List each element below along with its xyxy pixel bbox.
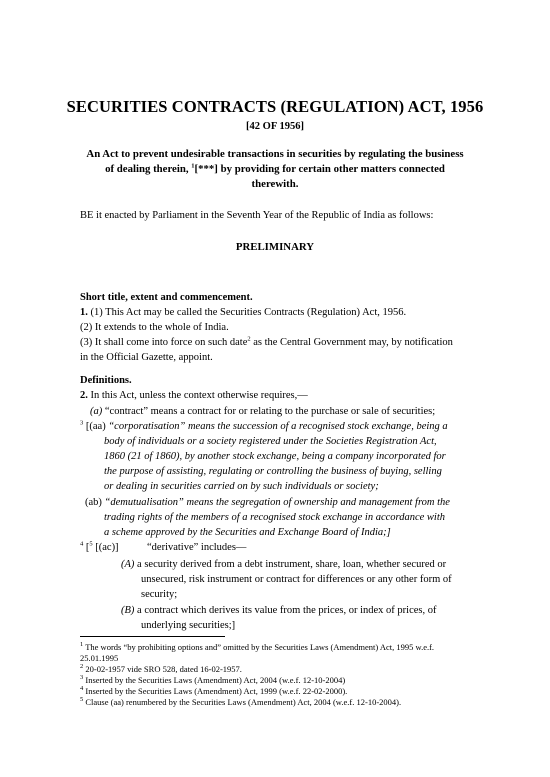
clause-a-label: (a) <box>90 406 103 417</box>
footnote-4-text: Inserted by the Securities Laws (Amendment) Act, 1999 (w.e.f. 22-02-2000). <box>83 686 348 696</box>
section-1-sub-3-cont: in the Official Gazette, appoint. <box>80 352 213 363</box>
act-number: [42 OF 1956] <box>246 121 304 132</box>
footnote-divider <box>80 636 225 637</box>
clause-ac-A-text-1: a security derived from a debt instrument, share, loan, whether secured or <box>134 559 447 570</box>
preamble-line-3: therewith. <box>251 178 299 190</box>
clause-ab-line-2: trading rights of the members of a recognised stock exchange in accordance with <box>104 512 445 523</box>
footnote-2 <box>80 664 242 674</box>
section-2-intro-text: In this Act, unless the context otherwise requires,— <box>87 390 308 401</box>
enacting-clause: BE it enacted by Parliament in the Seventh Year of the Republic of India as follows: <box>80 210 434 221</box>
footnote-2-text: 20-02-1957 vide SRO 528, dated 16-02-1957. <box>83 664 242 674</box>
footnote-1-text: The words “by prohibiting options and” omitted by the Securities Laws (Amendment) Act, 1995 w.e.f. <box>83 642 435 652</box>
clause-ac-B-text-1: a contract which derives its value from the prices, or index of prices, of <box>134 605 437 616</box>
footnote-4-marker: 4 <box>80 685 84 693</box>
section-1-sub-1-text: (1) This Act may be called the Securities Contracts (Regulation) Act, 1956. <box>87 307 407 318</box>
section-2-number: 2. <box>80 390 88 401</box>
clause-ac-A-line-2: unsecured, risk instrument or contract for differences or any other form of <box>141 574 452 585</box>
footnote-3 <box>80 675 345 685</box>
act-title: SECURITIES CONTRACTS (REGULATION) ACT, 1956 <box>66 97 484 116</box>
footnote-1-line-1 <box>80 642 434 652</box>
clause-aa-text-1: “corporatisation” means the succession of a recognised stock exchange, being a <box>105 421 448 432</box>
clause-ac-A-label: (A) <box>121 559 135 570</box>
clause-ab-label: (ab) <box>85 497 102 508</box>
section-2-heading: Definitions. <box>80 375 132 386</box>
footnote-3-text: Inserted by the Securities Laws (Amendment) Act, 2004 (w.e.f. 12-10-2004) <box>83 675 346 685</box>
clause-a <box>90 406 435 417</box>
clause-ac-B-line-1 <box>121 605 436 616</box>
clause-aa-line-3: 1860 (21 of 1860), by another stock exchange, being a company incorporated for <box>104 451 446 462</box>
clause-ab-line-3: a scheme approved by the Securities and Exchange Board of India;] <box>104 527 391 538</box>
section-1-sub-2: (2) It extends to the whole of India. <box>80 322 229 333</box>
section-1-sub-3-b: as the Central Government may, by notification <box>250 337 453 348</box>
preamble-line-2a: of dealing therein, <box>105 163 192 175</box>
section-2-intro <box>80 390 308 401</box>
clause-a-text: “contract” means a contract for or relating to the purchase or sale of securities; <box>102 406 436 417</box>
section-1-sub-3-a: (3) It shall come into force on such date <box>80 337 248 348</box>
footnote-5 <box>80 697 401 707</box>
footnote-3-marker: 3 <box>80 674 84 682</box>
clause-aa-line-2: body of individuals or a society registered under the Societies Registration Act, <box>104 436 437 447</box>
preamble <box>60 147 490 192</box>
clause-ac-B-line-2: underlying securities;] <box>141 620 236 631</box>
clause-ac-label: [(ac)] <box>92 542 119 553</box>
clause-aa-label: [(aa) <box>83 421 106 432</box>
footnote-1-line-2: 25.01.1995 <box>80 653 119 663</box>
footnote-ref-5: 5 <box>89 540 93 548</box>
clause-ac-A-line-1 <box>121 559 446 570</box>
footnote-4 <box>80 686 347 696</box>
clause-aa-line-4: the purpose of assisting, regulating or controlling the business of buying, selling <box>104 466 442 477</box>
clause-ab-text-1: “demutualisation” means the segregation of ownership and management from the <box>101 497 450 508</box>
clause-ac <box>80 542 119 553</box>
preamble-line-2b: [***] by providing for certain other matters connected <box>194 163 445 175</box>
footnote-5-text: Clause (aa) renumbered by the Securities Laws (Amendment) Act, 2004 (w.e.f. 12-10-2004). <box>83 697 402 707</box>
clause-aa-line-5: or dealing in securities carried on by such individuals or society; <box>104 481 379 492</box>
footnote-ref-2: 2 <box>247 335 251 343</box>
clause-aa-line-1 <box>80 421 448 432</box>
footnote-ref-1: 1 <box>191 162 195 170</box>
section-1-sub-1 <box>80 307 406 318</box>
preamble-line-1: An Act to prevent undesirable transactions in securities by regulating the business <box>86 148 464 160</box>
chapter-heading: PRELIMINARY <box>235 241 315 253</box>
footnote-ref-4: 4 <box>80 540 84 548</box>
section-1-heading: Short title, extent and commencement. <box>80 292 253 303</box>
clause-ac-A-line-3: security; <box>141 589 178 600</box>
section-1-number: 1. <box>80 307 88 318</box>
clause-ac-B-label: (B) <box>121 605 135 616</box>
clause-ac-open-bracket: [ <box>83 542 90 553</box>
footnote-2-marker: 2 <box>80 663 84 671</box>
footnote-1-marker: 1 <box>80 641 84 649</box>
footnote-ref-3: 3 <box>80 419 84 427</box>
footnote-5-marker: 5 <box>80 696 84 704</box>
clause-ab-line-1 <box>85 497 450 508</box>
section-1-sub-3 <box>80 337 453 348</box>
clause-ac-text: “derivative” includes— <box>147 542 247 553</box>
